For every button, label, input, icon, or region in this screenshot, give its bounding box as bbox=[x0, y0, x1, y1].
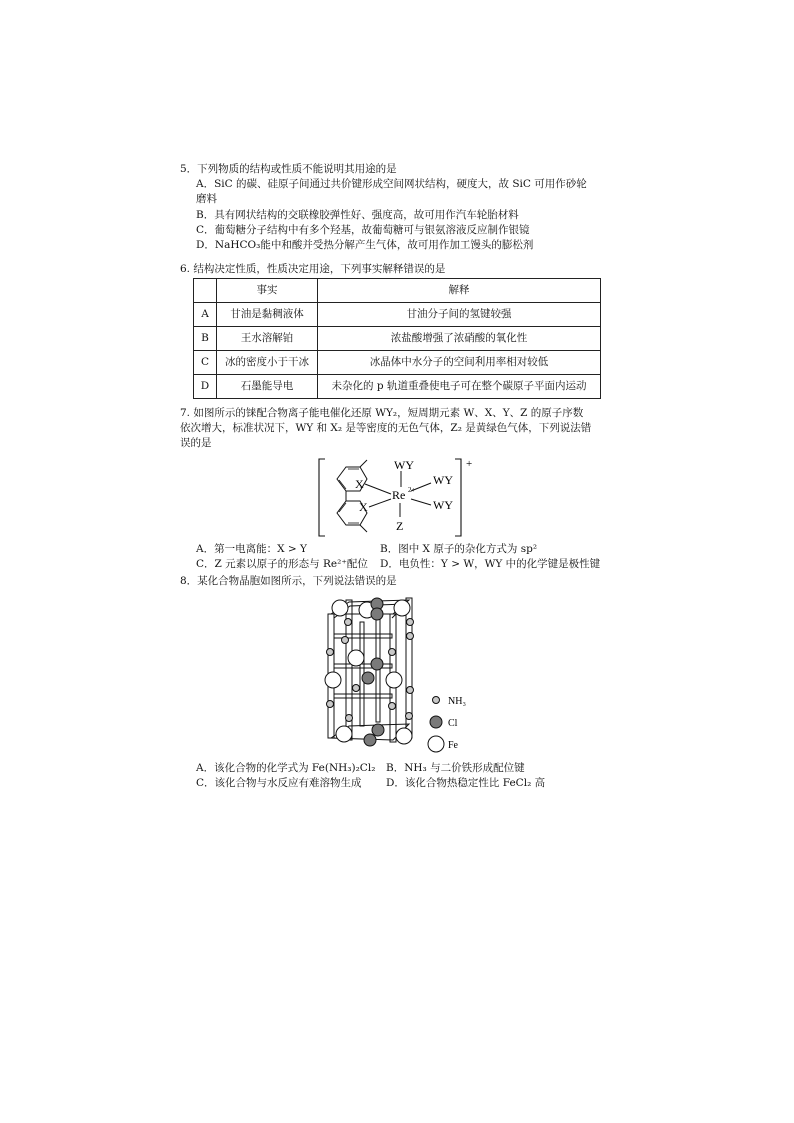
table-cell: 甘油是黏稠液体 bbox=[217, 303, 318, 327]
q7-stem-line: 误的是 bbox=[180, 437, 212, 450]
x-atom-label: X bbox=[359, 500, 368, 514]
q5-option-d: D．NaHCO₃能中和酸并受热分解产生气体，故可用作加工馒头的膨松剂 bbox=[196, 239, 534, 252]
fe-atom bbox=[348, 650, 364, 666]
wy-ligand-label: WY bbox=[394, 458, 414, 472]
q7-stem-line: 7. 如图所示的铼配合物离子能电催化还原 WY₂，短周期元素 W、X、Y、Z 的原子序数 bbox=[180, 407, 584, 419]
z-atom-label: Z bbox=[396, 519, 404, 533]
fe-atom bbox=[336, 726, 352, 742]
wy-ligand-label: WY bbox=[433, 498, 453, 512]
rhenium-complex-figure bbox=[315, 455, 480, 540]
q5-option-c: C．葡萄糖分子结构中有多个羟基，故葡萄糖可与银氨溶液反应制作银镜 bbox=[196, 223, 530, 236]
legend-label-cl: Cl bbox=[448, 718, 458, 729]
fe-atom bbox=[332, 600, 348, 616]
nh3-molecule bbox=[389, 703, 396, 710]
rhenium-label: Re bbox=[392, 488, 406, 502]
table-cell: 未杂化的 p 轨道重叠使电子可在整个碳原子平面内运动 bbox=[318, 375, 601, 399]
q8-options bbox=[180, 761, 610, 791]
table-row bbox=[194, 375, 601, 399]
q6-table bbox=[193, 278, 601, 399]
cl-atom bbox=[362, 672, 374, 684]
q8-option-a: A．该化合物的化学式为 Fe(NH₃)₂Cl₂ bbox=[196, 762, 376, 774]
q7-stem-line: 依次增大，标准状况下，WY 和 X₂ 是等密度的无色气体，Z₂ 是黄绿色气体，下列说法错 bbox=[180, 422, 592, 435]
fe-atom bbox=[396, 728, 412, 744]
fe-atom bbox=[386, 672, 402, 688]
table-cell: 王水溶解铂 bbox=[217, 327, 318, 351]
legend-label-fe: Fe bbox=[448, 740, 458, 751]
cl-atom bbox=[371, 608, 383, 620]
table-cell: A bbox=[194, 303, 217, 327]
nh3-molecule bbox=[389, 649, 396, 656]
nh3-molecule bbox=[407, 633, 414, 640]
legend-label-nh3: NH₃ bbox=[448, 696, 466, 707]
rhenium-charge: 2+ bbox=[408, 486, 416, 494]
table-row bbox=[194, 351, 601, 375]
fe-atom bbox=[325, 672, 341, 688]
table-header: 解释 bbox=[318, 279, 601, 303]
question-6 bbox=[180, 262, 610, 277]
table-row bbox=[194, 327, 601, 351]
nh3-molecule bbox=[345, 619, 352, 626]
fe-legend-swatch bbox=[428, 736, 444, 752]
table-cell: C bbox=[194, 351, 217, 375]
cl-atom bbox=[364, 734, 376, 746]
table-cell: 浓盐酸增强了浓硝酸的氧化性 bbox=[318, 327, 601, 351]
table-header: 事实 bbox=[217, 279, 318, 303]
nh3-molecule bbox=[327, 701, 334, 708]
wy-ligand-label: WY bbox=[433, 473, 453, 487]
table-cell: 冰晶体中水分子的空间利用率相对较低 bbox=[318, 351, 601, 375]
q5-option-b: B．具有网状结构的交联橡胶弹性好、强度高，故可用作汽车轮胎材料 bbox=[196, 208, 519, 221]
nh3-molecule bbox=[342, 637, 349, 644]
nh3-molecule bbox=[353, 685, 360, 692]
cl-atom bbox=[371, 658, 383, 670]
complex-charge: + bbox=[466, 458, 473, 470]
table-cell: D bbox=[194, 375, 217, 399]
table-cell: 冰的密度小于干冰 bbox=[217, 351, 318, 375]
table-header bbox=[194, 279, 217, 303]
table-header-row bbox=[194, 279, 601, 303]
q5-stem: 5．下列物质的结构或性质不能说明其用途的是 bbox=[180, 163, 397, 175]
x-atom-label: X bbox=[355, 477, 364, 491]
q7-option-b: B．图中 X 原子的杂化方式为 sp² bbox=[380, 543, 538, 555]
table-cell: 甘油分子间的氢键较强 bbox=[318, 303, 601, 327]
q7-options bbox=[180, 542, 610, 572]
q5-option-a-cont: 磨料 bbox=[196, 193, 217, 206]
q5-option-a: A．SiC 的碳、硅原子间通过共价键形成空间网状结构，硬度大，故 SiC 可用作砂轮 bbox=[196, 178, 587, 191]
q7-option-d: D．电负性：Y > W，WY 中的化学键是极性键 bbox=[380, 558, 601, 571]
cl-legend-swatch bbox=[430, 716, 442, 728]
nh3-molecule bbox=[327, 649, 334, 656]
nh3-legend-swatch bbox=[433, 697, 440, 704]
q8-option-c: C．该化合物与水反应有难溶物生成 bbox=[196, 777, 362, 790]
table-row bbox=[194, 303, 601, 327]
q7-option-c: C．Z 元素以原子的形态与 Re²⁺配位 bbox=[196, 558, 368, 571]
question-5 bbox=[180, 162, 610, 253]
cl-atom bbox=[372, 724, 384, 736]
q8-option-b: B．NH₃ 与二价铁形成配位键 bbox=[386, 762, 525, 774]
q8-stem: 8．某化合物晶胞如图所示，下列说法错误的是 bbox=[180, 575, 397, 587]
fe-atom bbox=[394, 600, 410, 616]
q7-option-a: A．第一电离能：X > Y bbox=[196, 543, 307, 555]
table-cell: B bbox=[194, 327, 217, 351]
q8-option-d: D．该化合物热稳定性比 FeCl₂ 高 bbox=[386, 777, 546, 790]
nh3-molecule bbox=[407, 687, 414, 694]
question-7 bbox=[180, 406, 610, 452]
nh3-molecule bbox=[406, 713, 413, 720]
question-8 bbox=[180, 574, 610, 589]
q6-stem: 6. 结构决定性质，性质决定用途，下列事实解释错误的是 bbox=[180, 263, 446, 275]
nh3-molecule bbox=[407, 619, 414, 626]
table-cell: 石墨能导电 bbox=[217, 375, 318, 399]
crystal-legend bbox=[426, 690, 486, 754]
nh3-molecule bbox=[346, 715, 353, 722]
